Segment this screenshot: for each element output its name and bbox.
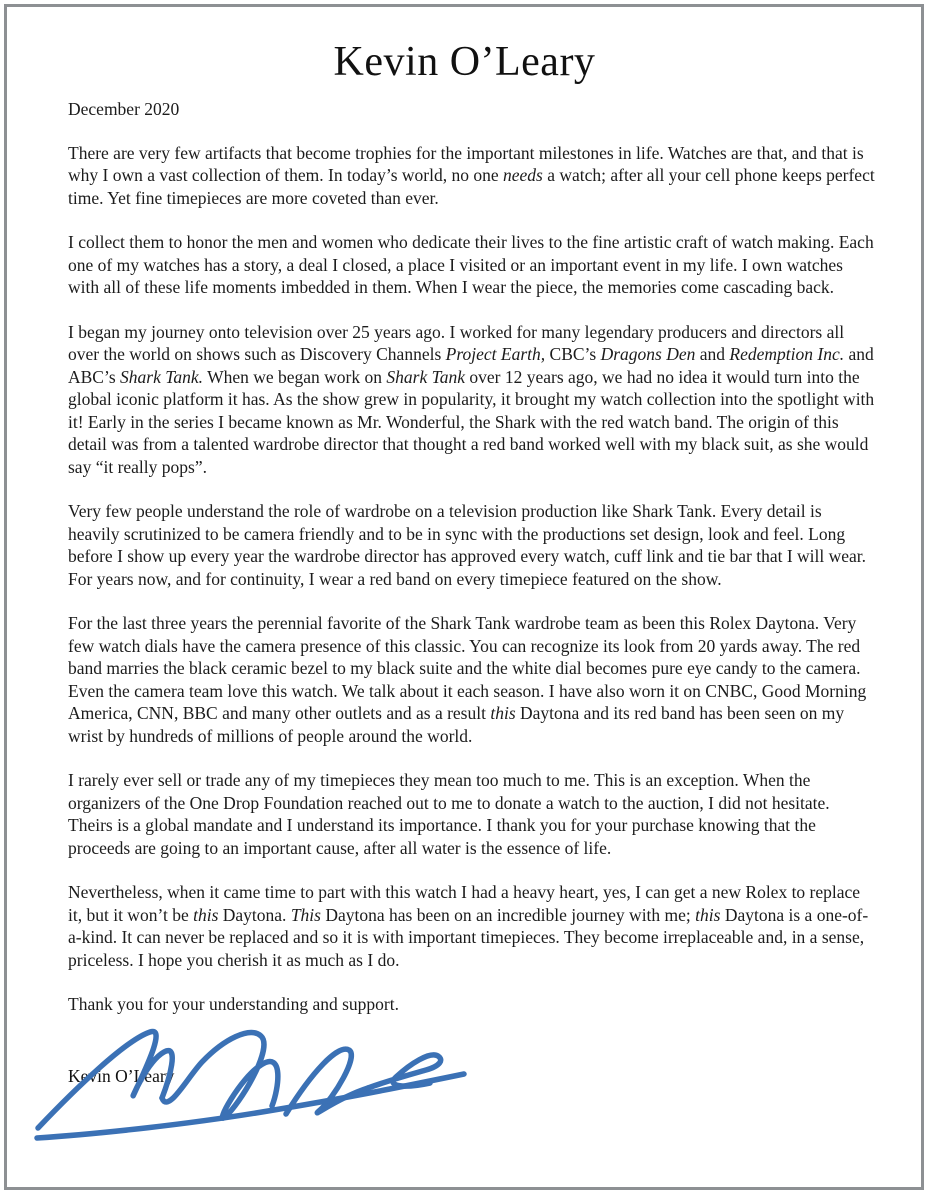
letter-date: December 2020 <box>68 99 180 119</box>
signature-block <box>68 1018 875 1148</box>
closing-line: Thank you for your understanding and support. <box>68 994 399 1015</box>
letter-paragraph: I began my journey onto television over 25 years ago. I worked for many legendary producers and directors all over the world on shows such as Discovery Channels Project Earth, CBC’s Dragons Den and Redemption Inc. and ABC’s Shark Tank. When we began work on Shark Tank over 12 years ago, we had no idea it would turn into the global iconic platform it has. As the show grew in popularity, it brought my watch collection into the spotlight with it! Early in the series I became known as Mr. Wonderful, the Shark with the red watch band. The origin of this detail was from a talented wardrobe director that thought a red band worked well with my black suit, as she would say “it really pops”. <box>68 321 875 477</box>
letter-paragraph: Very few people understand the role of wardrobe on a television production like Shark Tank. Every detail is heavily scrutinized to be camera friendly and to be in sync with the productions set design, look and feel. Long before I show up every year the wardrobe director has approved every watch, cuff link and tie bar that I will wear. For years now, and for continuity, I wear a red band on every timepiece featured on the show. <box>68 501 867 589</box>
letter-body <box>68 142 875 971</box>
letter-paragraph: I rarely ever sell or trade any of my timepieces they mean too much to me. This is an exception. When the organizers of the One Drop Foundation reached out to me to donate a watch to the auction, I did not hesitate. Theirs is a global mandate and I understand its importance. I thank you for your purchase knowing that the proceeds are going to an important cause, after all water is the essence of life. <box>68 770 830 858</box>
typed-signature-name: Kevin O’Leary <box>68 1065 175 1086</box>
letter-title: Kevin O’Leary <box>333 39 596 85</box>
signature-stroke <box>368 1054 441 1087</box>
letter-paragraph: Nevertheless, when it came time to part with this watch I had a heavy heart, yes, I can get a new Rolex to replace it, but it won’t be this Daytona. This Daytona has been on an incredible journey with me; this Daytona is a one-of-a-kind. It can never be replaced and so it is with important timepieces. They become irreplaceable and, in a sense, priceless. I hope you cherish it as much as I do. <box>68 882 869 970</box>
signature-stroke <box>286 1049 368 1114</box>
letter-paragraph: There are very few artifacts that become trophies for the important milestones in life. Watches are that, and that is why I own a vast collection of them. In today’s world, no one needs a watch; after all your cell phone keeps perfect time. Yet fine timepieces are more coveted than ever. <box>68 143 875 208</box>
letter-paragraph: I collect them to honor the men and women who dedicate their lives to the fine artistic craft of watch making. Each one of my watches has a story, a deal I closed, a place I visited or an important event in my life. I own watches with all of these life moments imbedded in them. When I wear the piece, the memories come cascading back. <box>68 232 874 298</box>
signature-stroke <box>162 1032 278 1118</box>
letter-paragraph: For the last three years the perennial favorite of the Shark Tank wardrobe team as been this Rolex Daytona. Very few watch dials have the camera presence of this classic. You can recognize its look from 20 yards away. The red band marries the black ceramic bezel to my black suite and the white dial becomes pure eye candy to the camera. Even the camera team love this watch. We talk about it each season. I have also worn it on CNBC, Good Morning America, CNN, BBC and many other outlets and as a result this Daytona and its red band has been seen on my wrist by hundreds of millions of people around the world. <box>68 613 867 746</box>
